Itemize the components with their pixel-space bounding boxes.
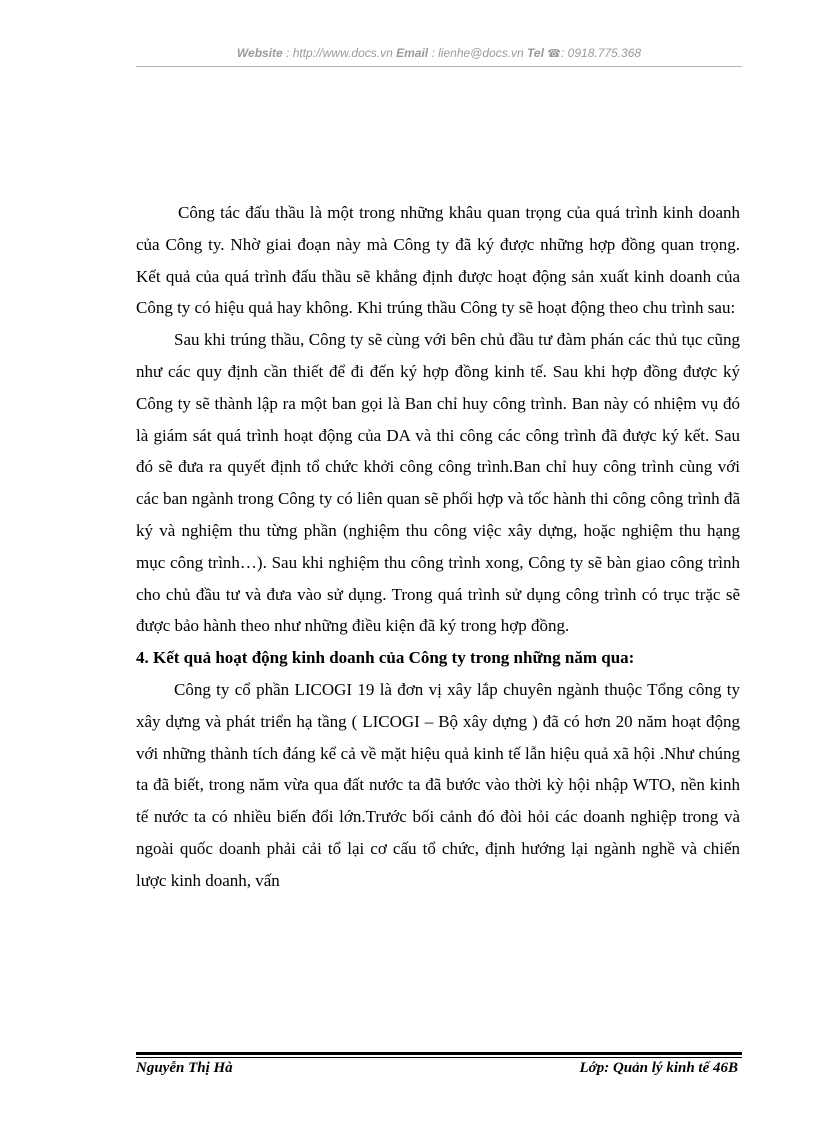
- website-value: : http://www.docs.vn: [286, 46, 393, 60]
- footer-author: Nguyễn Thị Hà: [136, 1060, 233, 1076]
- email-value: : lienhe@docs.vn: [431, 46, 524, 60]
- email-label: Email: [396, 46, 429, 60]
- tel-label: Tel: [527, 46, 544, 60]
- tel-value: : 0918.775.368: [561, 46, 642, 60]
- page-header: [136, 46, 742, 60]
- website-label: Website: [236, 46, 283, 60]
- phone-icon: ☎: [547, 48, 561, 60]
- section-heading: 4. Kết quả hoạt động kinh doanh của Công ty trong những năm qua:: [136, 648, 635, 668]
- footer-rule-thick: [136, 1052, 742, 1055]
- paragraph-3: Công ty cổ phần LICOGI 19 là đơn vị xây lắp chuyên ngành thuộc Tổng công ty xây dựng và phát triển hạ tầng ( LICOGI – Bộ xây dựng ) đã có hơn 20 năm hoạt động với những thành tích đáng kể cả về mặt hiệu quả kinh tế lẫn hiệu quả xã hội .Như chúng ta đã biết, trong năm vừa qua đất nước ta đã bước vào thời kỳ hội nhập WTO, nền kinh tế nước ta có nhiều biến đổi lớn.Trước bối cảnh đó đòi hỏi các doanh nghiệp trong và ngoài quốc doanh phải cải tổ lại cơ cấu tổ chức, định hướng lại ngành nghề và chiến lược kinh doanh, vấn: [136, 679, 740, 890]
- header-rule: [136, 66, 742, 67]
- paragraph-2: Sau khi trúng thầu, Công ty sẽ cùng với bên chủ đầu tư đàm phán các thủ tục cũng như các quy định cần thiết để đi đến ký hợp đồng kinh tế. Sau khi hợp đồng được ký Công ty sẽ thành lập ra một ban gọi là Ban chỉ huy công trình. Ban này có nhiệm vụ đó là giám sát quá trình hoạt động của DA và thi công các công trình đã được ký kết. Sau đó sẽ đưa ra quyết định tổ chức khởi công công trình.Ban chỉ huy công trình cùng với các ban ngành trong Công ty có liên quan sẽ phối hợp và tốc hành thi công công trình đã ký và nghiệm thu từng phần (nghiệm thu công việc xây dựng, hoặc nghiệm thu hạng mục công trình…). Sau khi nghiệm thu công trình xong, Công ty sẽ bàn giao công trình cho chủ đầu tư và đưa vào sử dụng. Trong quá trình sử dụng công trình có trục trặc sẽ được bảo hành theo như những điều kiện đã ký trong hợp đồng.: [136, 330, 740, 636]
- footer-class: Lớp: Quản lý kinh tế 46B: [579, 1060, 738, 1076]
- paragraph-1: Công tác đấu thầu là một trong những khâu quan trọng của quá trình kinh doanh của Công ty. Nhờ giai đoạn này mà Công ty đã ký được những hợp đồng quan trọng. Kết quả của quá trình đấu thầu sẽ khẳng định được hoạt động sản xuất kinh doanh của Công ty có hiệu quả hay không. Khi trúng thầu Công ty sẽ hoạt động theo chu trình sau:: [136, 203, 740, 318]
- document-body: [136, 197, 740, 897]
- footer-rule-thin: [136, 1057, 742, 1058]
